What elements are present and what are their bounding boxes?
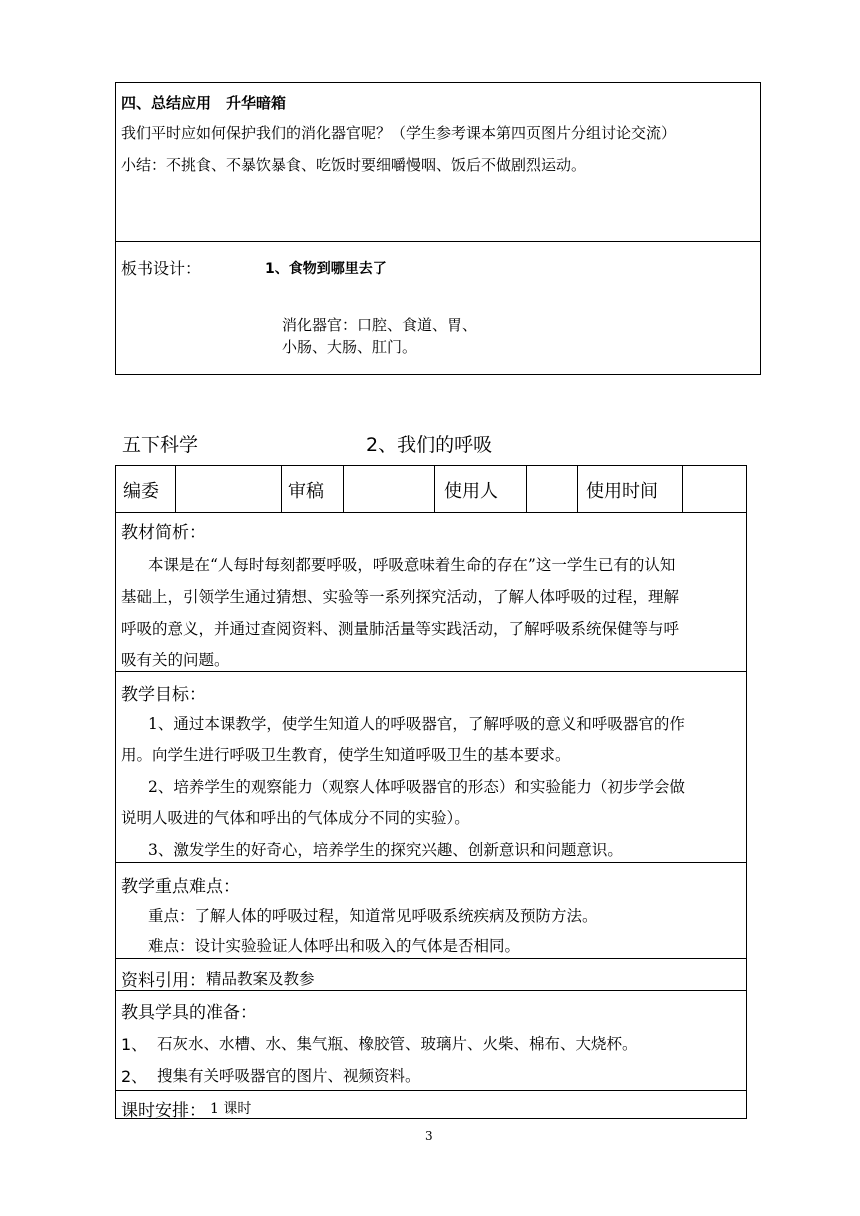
goals-label: 教学目标：: [121, 685, 206, 705]
col-divider: [682, 466, 683, 512]
row-divider: [116, 671, 746, 672]
col-divider: [281, 466, 282, 512]
goals-line: 3、激发学生的好奇心，培养学生的探究兴趣、创新意识和问题意识。: [148, 841, 623, 859]
section4-summary: 小结：不挑食、不暴饮暴食、吃饭时要细嚼慢咽、饭后不做剧烈运动。: [121, 156, 587, 174]
row-divider: [116, 512, 746, 513]
materials-item1-text: 石灰水、水槽、水、集气瓶、橡胶管、玻璃片、火柴、棉布、大烧杯。: [157, 1035, 638, 1053]
col-divider: [434, 466, 435, 512]
board-design-title: 1、食物到哪里去了: [265, 261, 387, 277]
key-points-difficulty: 难点：设计实验验证人体呼出和吸入的气体是否相同。: [148, 937, 521, 955]
col-divider: [175, 466, 176, 512]
lesson-subject: 五下科学: [122, 434, 199, 456]
board-design-label: 板书设计：: [121, 259, 202, 278]
user-label: 使用人: [444, 481, 498, 502]
page-number: 3: [425, 1129, 433, 1143]
goals-line: 1、通过本课教学，使学生知道人的呼吸器官，了解呼吸的意义和呼吸器官的作: [148, 715, 685, 733]
materials-item1-num: 1、: [121, 1035, 148, 1054]
materials-item2-text: 搜集有关呼吸器官的图片、视频资料。: [157, 1067, 421, 1085]
key-points-label: 教学重点难点：: [121, 877, 240, 897]
schedule-value: 1 课时: [210, 1101, 252, 1117]
editor-label: 编委: [123, 481, 159, 502]
analysis-line: 吸有关的问题。: [121, 651, 230, 669]
row-divider: [116, 1090, 746, 1091]
board-design-line1: 消化器官：口腔、食道、胃、: [282, 316, 478, 334]
analysis-label: 教材简析：: [121, 523, 206, 543]
goals-line: 说明人吸进的气体和呼出的气体成分不同的实验）。: [121, 809, 470, 827]
schedule-label: 课时安排：: [121, 1101, 206, 1121]
col-divider: [577, 466, 578, 512]
time-label: 使用时间: [586, 481, 658, 502]
row-divider: [116, 862, 746, 863]
row-divider: [116, 990, 746, 991]
goals-line: 用。向学生进行呼吸卫生教育，使学生知道呼吸卫生的基本要求。: [121, 746, 571, 764]
key-points-focus: 重点：了解人体的呼吸过程，知道常见呼吸系统疾病及预防方法。: [148, 907, 598, 925]
review-label: 审稿: [288, 481, 324, 502]
analysis-line: 基础上，引领学生通过猜想、实验等一系列探究活动，了解人体呼吸的过程，理解: [121, 588, 680, 606]
lesson-title: 2、我们的呼吸: [366, 434, 493, 456]
row-divider: [116, 958, 746, 959]
materials-label: 教具学具的准备：: [121, 1003, 257, 1023]
analysis-line: 本课是在“人每时每刻都要呼吸，呼吸意味着生命的存在”这一学生已有的认知: [148, 556, 676, 574]
col-divider: [343, 466, 344, 512]
col-divider: [526, 466, 527, 512]
board-design-line2: 小肠、大肠、肛门。: [282, 338, 418, 356]
top-table-divider: [116, 241, 760, 242]
analysis-line: 呼吸的意义，并通过查阅资料、测量肺活量等实践活动，了解呼吸系统保健等与呼: [121, 620, 680, 638]
reference-value: 精品教案及教参: [206, 970, 315, 988]
section4-heading: 四、总结应用 升华暗箱: [121, 94, 287, 112]
section4-question: 我们平时应如何保护我们的消化器官呢？（学生参考课本第四页图片分组讨论交流）: [121, 124, 677, 142]
materials-item2-num: 2、: [121, 1067, 148, 1086]
goals-line: 2、培养学生的观察能力（观察人体呼吸器官的形态）和实验能力（初步学会做: [148, 778, 685, 796]
reference-label: 资料引用：: [121, 971, 206, 991]
